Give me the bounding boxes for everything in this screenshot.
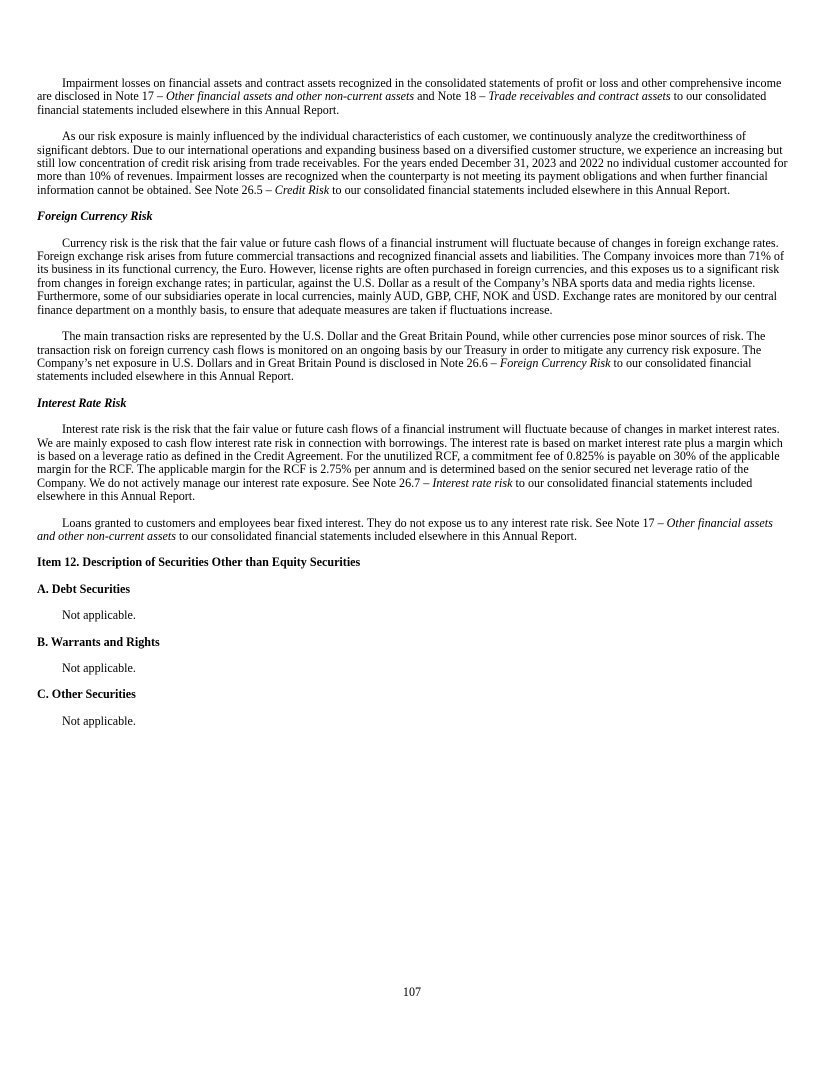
document-body [37,77,789,741]
paragraph-transaction-risks [37,330,789,384]
note-26-5-reference: Credit Risk [274,182,330,197]
heading-debt-securities: A. Debt Securities [37,581,131,596]
paragraph-interest-rate-risk [37,423,789,503]
note-18-reference: Trade receivables and contract assets [488,89,671,104]
other-securities-body: Not applicable. [62,713,136,728]
note-17-reference: Other financial assets and other non-current assets [165,89,415,104]
paragraph-currency-risk: Currency risk is the risk that the fair value or future cash flows of a financial instrument will fluctuate because of changes in foreign exchange rates. Foreign exchange risk arises from future commercial transactions and recognized financial assets and liabilities. The Company invoices more than 71% of its business in its functional currency, the Euro. However, license rights are often purchased in foreign currencies, and this exposes us to a significant risk from changes in foreign exchange rates; in particular, against the U.S. Dollar as a result of the Company’s NBA sports data and media rights license. Furthermore, some of our subsidiaries operate in local currencies, mainly AUD, GBP, CHF, NOK and USD. Exchange rates are monitored by our central finance department on a monthly basis, to ensure that adequate measures are taken if fluctuations increase. [37,235,785,317]
note-26-6-reference: Foreign Currency Risk [499,355,611,370]
text-run: to our consolidated financial statements included elsewhere in this Annual Report. [175,528,577,543]
paragraph-impairment-losses [37,77,789,117]
heading-foreign-currency-risk: Foreign Currency Risk [37,209,153,224]
text-run: As our risk exposure is mainly influenced by the individual characteristics of each customer, we continuously analyze the creditworthiness of significant debtors. Due to our international operations and expanding business based on a diversified customer structure, we experience an increasing but still low concentration of credit risk arising from trade receivables. For the years ended December 31, 2023 and 2022 no individual customer accounted for more than 10% of revenues. Impairment losses are recognized when the counterparty is not meeting its payment obligations and when further financial information cannot be obtained. See Note 26.5 – [37,129,788,197]
heading-item-12: Item 12. Description of Securities Other than Equity Securities [37,555,361,570]
text-run: to our consolidated financial statements included elsewhere in this Annual Report. [329,182,731,197]
text-run: The main transaction risks are represented by the U.S. Dollar and the Great Britain Pound, while other currencies pose minor sources of risk. The transaction risk on foreign currency cash flows is monitored on an ongoing basis by our Treasury in order to mitigate any currency risk exposure. The Company’s net exposure in U.S. Dollars and in Great Britain Pound is disclosed in Note 26.6 – [37,329,766,370]
paragraph-loans-granted [37,517,789,544]
note-17-reference: Other financial assets and other non-current assets [37,515,773,543]
heading-warrants-and-rights: B. Warrants and Rights [37,634,160,649]
text-run: to our consolidated financial statements included elsewhere in this Annual Report. [37,355,752,384]
text-run: to our consolidated financial statements included elsewhere in this Annual Report. [37,89,767,117]
warrants-and-rights-body: Not applicable. [62,661,136,675]
page-number: 107 [402,985,422,999]
note-26-7-reference: Interest rate risk [432,475,513,490]
text-run: Interest rate risk is the risk that the fair value or future cash flows of a financial instrument will fluctuate because of changes in market interest rates. We are mainly exposed to cash flow interest rate risk in connection with borrowings. The interest rate is based on market interest rate plus a margin which is based on a leverage ratio as defined in the Credit Agreement. For the unutilized RCF, a commitment fee of 0.825% is payable on 30% of the applicable margin for the RCF. The applicable margin for the RCF is 2.75% per annum and is determined based on the senior secured net leverage ratio of the Company. We do not actively manage our interest rate exposure. See Note 26.7 – [37,422,783,490]
debt-securities-body: Not applicable. [62,608,136,623]
text-run: and Note 18 – [414,89,489,104]
text-run: Impairment losses on financial assets and contract assets recognized in the consolidated statements of profit or loss and other comprehensive income are disclosed in Note 17 – [37,76,782,104]
paragraph-credit-risk-exposure [37,130,789,197]
text-run: to our consolidated financial statements included elsewhere in this Annual Report. [37,475,753,504]
heading-other-securities: C. Other Securities [37,687,136,702]
text-run: Loans granted to customers and employees bear fixed interest. They do not expose us to any interest rate risk. See Note 17 – [62,515,667,530]
heading-interest-rate-risk: Interest Rate Risk [37,395,127,410]
